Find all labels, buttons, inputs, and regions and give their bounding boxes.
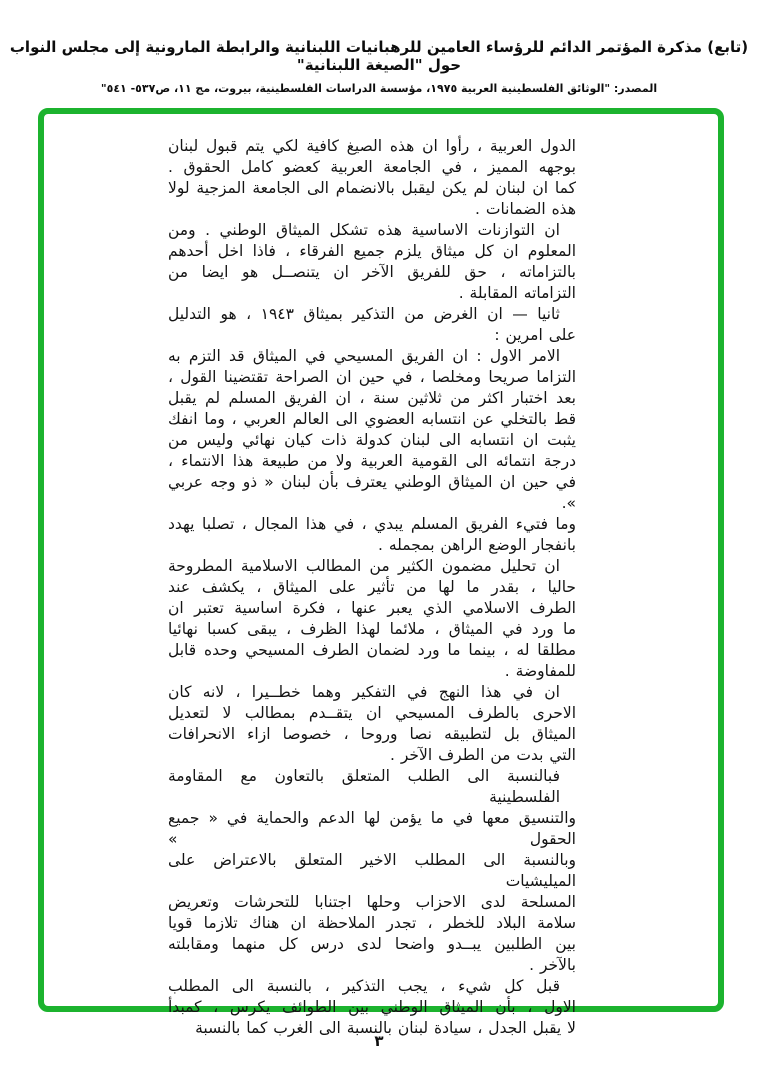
- text-line: ان في هذا النهج في التفكير وهما خطــيرا ، لانه كان: [168, 683, 560, 701]
- text-line: الاول ، بأن الميثاق الوطني بين الطوائف يكرس ، كمبدأ: [168, 998, 576, 1016]
- header-source: المصدر: "الوثائق الفلسطينية العربية ١٩٧٥، مؤسسة الدراسات الفلسطينية، بيروت، مج ١١، ص٥٣٧- ٥٤١": [100, 82, 658, 95]
- text-line: الامر الاول : ان الفريق المسيحي في الميثاق قد التزم به: [168, 347, 560, 365]
- paragraph: [168, 766, 576, 976]
- text-line: فبالنسبة الى الطلب المتعلق بالتعاون مع المقاومة الفلسطينية: [168, 767, 560, 806]
- text-line: ان تحليل مضمون الكثير من المطالب الاسلامية المطروحة: [168, 557, 560, 575]
- text-line: كما ان لبنان لم يكن ليقبل بالانضمام الى الجامعة المزجية لولا: [168, 179, 576, 197]
- text-line: التزاماته المقابلة .: [458, 284, 576, 302]
- text-line: التزاما صريحا ومخلصا ، في حين ان الصراحة تقتضينا القول ،: [168, 368, 576, 386]
- green-border-box: [38, 108, 724, 1037]
- text-line: بانفجار الوضع الراهن بمجمله .: [377, 536, 576, 554]
- page-number: ٣: [374, 1032, 384, 1050]
- paragraph: [168, 220, 576, 304]
- text-line: الاحرى بالطرف المسيحي ان يتقــدم بمطالب لا لتعديل: [168, 704, 576, 722]
- paragraph: [168, 346, 576, 556]
- text-line: يثبت ان انتسابه الى لبنان كدولة ذات كيان نهائي وليس من: [168, 431, 576, 449]
- paragraph: [168, 556, 576, 682]
- text-line: في حين ان الميثاق الوطني يعترف بأن لبنان « ذو وجه عربي ».: [168, 473, 576, 512]
- text-line: حاليا ، بقدر ما لها من تأثير على الميثاق ، يكشف عند: [168, 578, 576, 596]
- text-line: الدول العربية ، رأوا ان هذه الصيغ كافية لكي يتم قبول لبنان: [168, 137, 576, 155]
- text-line: وما فتيء الفريق المسلم يبدي ، في هذا المجال ، تصلبا يهدد: [168, 515, 576, 533]
- text-line: قط بالتخلي عن انتسابه العضوي الى العالم العربي ، وما انفك: [168, 410, 576, 428]
- text-line: الميثاق بل لتطبيقه نصا وروحا ، خصوصا ازاء الانحرافات: [168, 725, 576, 743]
- text-line: مطلقا له ، بينما ما ورد لضمان الطرف المسيحي وحده قابل: [168, 641, 576, 659]
- text-line: بعد اختبار اكثر من ثلاثين سنة ، ان الفريق المسلم لم يقبل: [168, 389, 576, 407]
- text-line: الطرف الاسلامي الذي يعبر عنها ، فكرة اساسية تعتبر ان: [168, 599, 576, 617]
- text-line: على امرين :: [494, 326, 576, 344]
- text-line: ما ورد في الميثاق ، ملائما لهذا الظرف ، يبقى كسبا نهائيا: [168, 620, 576, 638]
- text-line: لا يقبل الجدل ، سيادة لبنان بالنسبة الى الغرب كما بالنسبة: [195, 1019, 576, 1037]
- text-line: للمفاوضة .: [504, 662, 576, 680]
- header-title: (تابع) مذكرة المؤتمر الدائم للرؤساء العامين للرهبانيات اللبنانية والرابطة المارونية إلى مجلس النواب حول "الصيغة اللبنانية": [9, 38, 749, 74]
- text-line: بالتزاماته ، حق للفريق الآخر ان يتنصــل هو ايضا من: [168, 263, 576, 281]
- text-line: بالآخر .: [529, 956, 576, 974]
- body-text: [168, 136, 576, 1039]
- text-line: بوجهه المميز ، في الجامعة العربية كعضو كامل الحقوق .: [168, 158, 576, 176]
- text-line: وبالنسبة الى المطلب الاخير المتعلق بالاعتراض على الميليشيات: [168, 851, 576, 890]
- text-line: سلامة البلاد للخطر ، تجدر الملاحظة ان هناك تلازما قويا: [168, 914, 576, 932]
- text-line: ثانيا — ان الغرض من التذكير بميثاق ١٩٤٣ ، هو التدليل: [168, 305, 560, 323]
- text-line: بين الطلبين يبــدو واضحا لدى درس كل منهما ومقابلته: [168, 935, 576, 953]
- text-line: هذه الضمانات .: [475, 200, 576, 218]
- paragraph: [168, 976, 576, 1039]
- text-line: والتنسيق معها في ما يؤمن لها الدعم والحماية في « جميع الحقول »: [168, 809, 576, 848]
- document-header: [0, 38, 758, 95]
- paragraph: [168, 304, 576, 346]
- text-line: التي بدت من الطرف الآخر .: [390, 746, 576, 764]
- text-line: ان التوازنات الاساسية هذه تشكل الميثاق الوطني . ومن: [168, 221, 560, 239]
- paragraph: [168, 136, 576, 220]
- text-line: قبل كل شيء ، يجب التذكير ، بالنسبة الى المطلب: [168, 977, 560, 995]
- text-line: المسلحة لدى الاحزاب وحلها اجتنابا للتحرشات وتعريض: [168, 893, 576, 911]
- text-line: المعلوم ان كل ميثاق يلزم جميع الفرقاء ، فاذا اخل أحدهم: [168, 242, 576, 260]
- paragraph: [168, 682, 576, 766]
- text-line: درجة انتمائه الى القومية العربية ولا من طبيعة هذا الانتماء ،: [168, 452, 576, 470]
